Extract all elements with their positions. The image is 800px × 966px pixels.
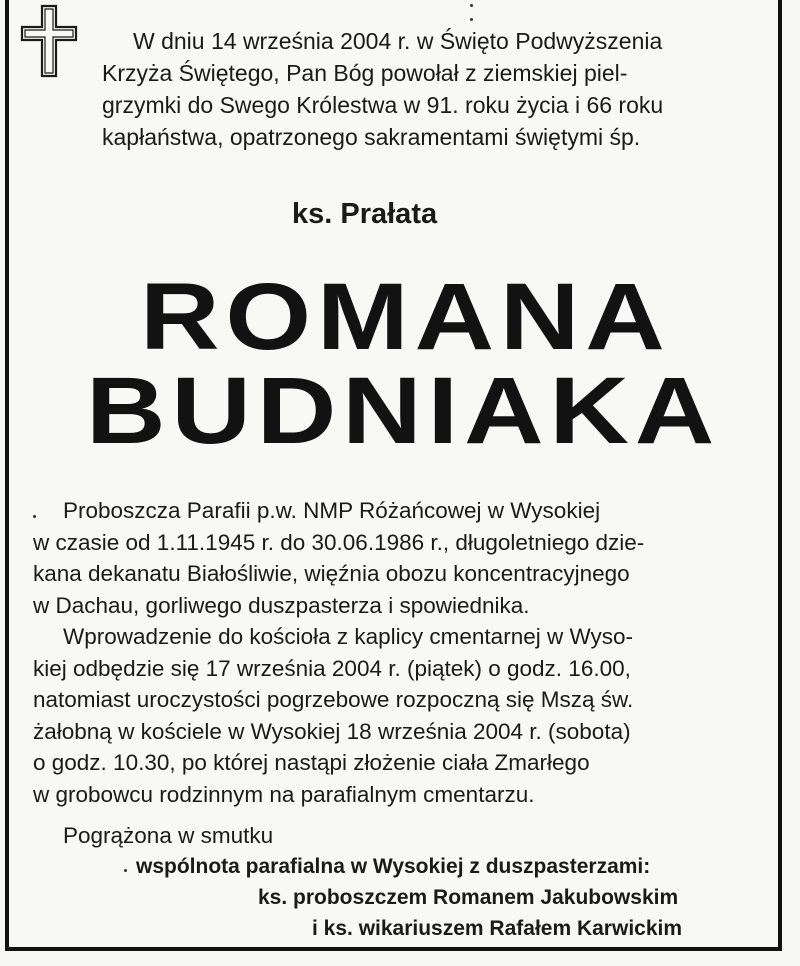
bullet-dot xyxy=(124,869,127,872)
signature-block xyxy=(128,851,650,882)
body-line: Wprowadzenie do kościoła z kaplicy cmentarnej w Wyso- xyxy=(63,624,634,649)
body-line: natomiast uroczystości pogrzebowe rozpoczną się Mszą św. xyxy=(33,687,634,712)
intro-line: Krzyża Świętego, Pan Bóg powołał z ziemskiej piel- xyxy=(102,60,628,86)
signature-line: i ks. wikariuszem Rafałem Karwickim xyxy=(312,917,683,940)
signature-line: wspólnota parafialna w Wysokiej z duszpasterzami: xyxy=(136,855,651,878)
body-line: o godz. 10.30, po której nastąpi złożenie ciała Zmarłego xyxy=(33,750,590,775)
body-line: kana dekanatu Białośliwie, więźnia obozu koncentracyjnego xyxy=(33,561,630,586)
title: ks. Prałata xyxy=(292,198,438,230)
body-line: w czasie od 1.11.1945 r. do 30.06.1986 r., długoletniego dzie- xyxy=(33,529,645,555)
name-first: ROMANA xyxy=(140,264,671,370)
intro-paragraph xyxy=(102,25,663,153)
cross-icon xyxy=(18,3,80,79)
print-speck xyxy=(470,18,473,21)
body-line: żałobną w kościele w Wysokiej 18 września 2004 r. (sobota) xyxy=(33,718,631,744)
signature-line: ks. proboszczem Romanem Jakubowskim xyxy=(258,886,679,909)
signature-block xyxy=(255,882,682,944)
body-line: w Dachau, gorliwego duszpasterza i spowiednika. xyxy=(33,592,530,618)
print-speck xyxy=(470,4,473,7)
intro-line: W dniu 14 września 2004 r. w Święto Podwyższenia xyxy=(133,28,663,54)
intro-line: grzymki do Swego Królestwa w 91. roku życia i 66 roku xyxy=(102,92,664,118)
body-line: kiej odbędzie się 17 września 2004 r. (piątek) o godz. 16.00, xyxy=(33,655,631,681)
name-last: BUDNIAKA xyxy=(86,358,721,464)
body-paragraph xyxy=(33,495,644,810)
intro-line: kapłaństwa, opatrzonego sakramentami świętymi śp. xyxy=(102,124,641,150)
body-line: Proboszcza Parafii p.w. NMP Różańcowej w Wysokiej xyxy=(63,498,601,523)
mourning-label: Pogrążona w smutku xyxy=(63,823,274,848)
body-line: w grobowcu rodzinnym na parafialnym cmentarzu. xyxy=(33,781,535,807)
